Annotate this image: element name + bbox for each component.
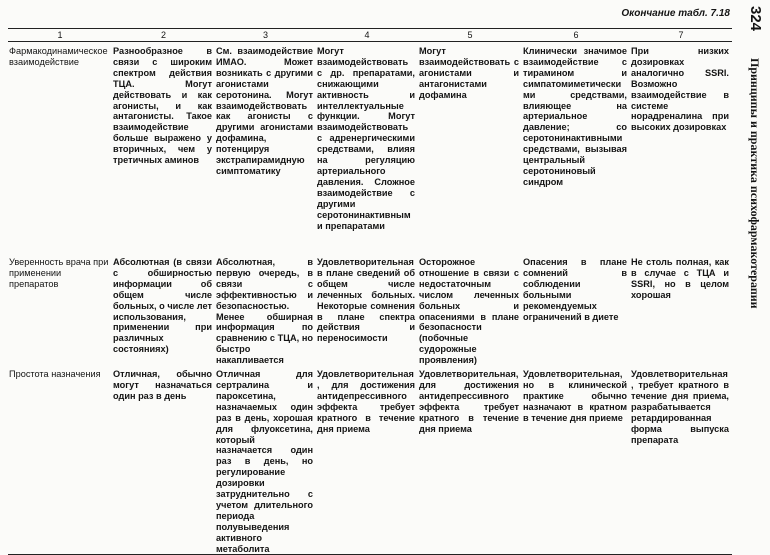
row-label: Фармакодинамическое взаимодействие (9, 46, 108, 67)
table-row (8, 366, 732, 555)
column-number-row (8, 29, 732, 42)
table-row (8, 42, 732, 255)
table-cell: Удовлетворительная, требует кратного в течение дня приема, разрабатывается ретардированная форма выпуска препарата (630, 366, 732, 555)
table-row (8, 254, 732, 366)
table-cell: См. взаимодействие ИМАО. Может возникать с другими агонистами серотонина. Могут взаимодействовать как агонисты с другими агонистами дофамина, потенцируя экстрапирамидную симптоматику (216, 46, 313, 176)
table-cell: Удовлетворительная в плане сведений об общем числе леченных больных. Некоторые сомнения в плане спектра действия и переносимости (317, 257, 415, 344)
column-number: 1 (8, 29, 112, 42)
table-caption: Окончание табл. 7.18 (621, 8, 730, 19)
table-cell: Удовлетворительная, для достижения антидепрессивного эффекта требует кратного в течение дня приема (418, 366, 522, 555)
table-cell: Отличная для сертралина и пароксетина, назначаемых один раз в день, хорошая для флуоксетина, который назначается один раз в день, но регулирование дозировки затруднительно с учетом длительного периода полувыведения активного метаболита (215, 366, 316, 555)
column-number: 3 (215, 29, 316, 42)
drug-comparison-table (8, 28, 732, 555)
table-cell: Отличная, обычно могут назначаться один раз в день (112, 366, 215, 555)
row-label: Простота назначения (8, 366, 112, 555)
page-margin (732, 0, 770, 524)
table-cell: Абсолютная (в связи с обширностью информации об общем числе больных, о числе лет использования, применении при различных состояниях) (113, 257, 212, 355)
column-number: 2 (112, 29, 215, 42)
table-cell: Не столь полная, как в случае с ТЦА и SSRI, но в целом хорошая (631, 257, 729, 300)
column-number: 4 (316, 29, 418, 42)
table-cell: Удовлетворительная, но в клинической практике обычно назначают в кратном в течение дня приеме (522, 366, 630, 555)
table-cell: Абсолютная, в первую очередь, в связи с эффективностью и безопасностью. Менее обширная информация по сравнению с ТЦА, но быстро накапливается (216, 257, 313, 366)
table-cell: Осторожное отношение в связи с недостаточным числом леченных больных и опасениями в плане безопасности (побочные судорожные проявления) (419, 257, 519, 366)
table-cell: Клинически значимое взаимодействие с тирамином и симпатомиметическими средствами, влияющее на артериальное давление; со серотонинактивными средствами, вызывая центральный серотониновый синдром (523, 46, 627, 187)
table-cell: Могут взаимодействовать с др. препаратами, снижающими активность и интеллектуальные функции. Могут взаимодействовать с адренергическими средствами, влияя на регуляцию артериального давления. Сложное взаимодействие с другими серотонинактивными препаратами (317, 46, 415, 231)
table-cell: Могут взаимодействовать с агонистами и антагонистами дофамина (419, 46, 519, 100)
table-cell: Разнообразное в связи с широким спектром действия ТЦА. Могут действовать и как агонисты, и как антагонисты. Такое взаимодействие больше выражено у вторичных, чем у третичных аминов (113, 46, 212, 166)
table-cell: При низких дозировках аналогично SSRI. Возможно взаимодействие в системе норадреналина при высоких дозировках (631, 46, 729, 133)
table-cell: Опасения в плане сомнений в соблюдении больными рекомендуемых ограничений в диете (523, 257, 627, 322)
running-head: Принципы и практика психофармакотерапии (748, 58, 762, 309)
table-cell: Удовлетворительная, для достижения антидепрессивного эффекта требует кратного в течение дня приема (316, 366, 418, 555)
page-number: 324 (747, 6, 764, 32)
column-number: 5 (418, 29, 522, 42)
column-number: 7 (630, 29, 732, 42)
row-label: Уверенность врача при применении препаратов (9, 257, 109, 289)
column-number: 6 (522, 29, 630, 42)
